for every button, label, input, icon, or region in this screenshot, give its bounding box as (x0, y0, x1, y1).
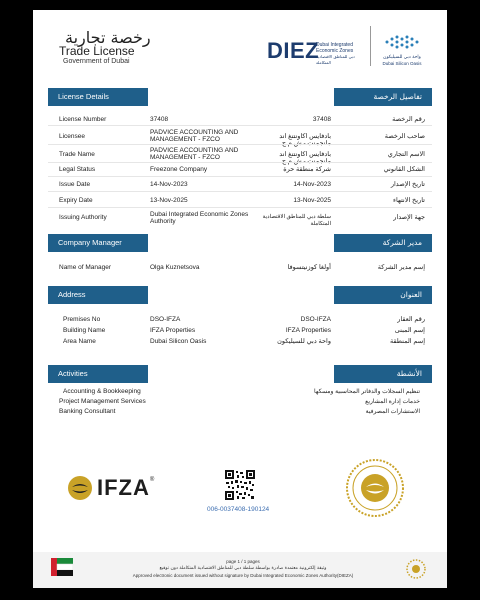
row-divider (48, 162, 432, 163)
manager-label: Name of Manager (59, 264, 112, 271)
page-indicator: page 1 / 1 pages (226, 559, 260, 564)
manager-value: Olga Kuznetsova (150, 264, 200, 271)
section-address: Address (48, 286, 148, 304)
diez-subtitle (316, 42, 366, 66)
row-label-ar: رقم العقار (397, 316, 425, 323)
activity-item: Accounting & Bookkeeping (63, 388, 141, 395)
diez-logo: DIEZ (267, 38, 320, 63)
row-value: IFZA Properties (150, 327, 196, 334)
row-label-ar: إسم المنطقة (390, 338, 425, 345)
row-value: PADVICE ACCOUNTING AND MANAGEMENT - FZCO (150, 129, 239, 143)
row-value-ar: 13-Nov-2025 (293, 197, 331, 204)
row-value-ar: 14-Nov-2023 (293, 181, 331, 188)
dso-name-en: Dubai Silicon Oasis (382, 61, 422, 66)
row-label: Trade Name (59, 151, 95, 158)
row-label: Issue Date (59, 181, 91, 188)
row-label-ar: تاريخ الانتهاء (392, 197, 425, 204)
row-divider (48, 144, 432, 145)
issuer: Government of Dubai (63, 58, 130, 65)
header-divider (370, 26, 371, 66)
footer-note-ar: وثيقة إلكترونية معتمدة صادرة بواسطة سلطة دبي للمناطق الاقتصادية المتكاملة دون توقيع (159, 566, 327, 571)
row-label: Licensee (59, 133, 86, 140)
manager-label-ar: إسم مدير الشركة (377, 264, 425, 271)
row-value-ar: بادفايس اكاونتنغ اند (279, 133, 331, 140)
row-label: Issuing Authority (59, 214, 107, 221)
row-value: Dubai Silicon Oasis (150, 338, 207, 345)
section-address-ar: العنوان (334, 286, 432, 304)
qr-number: 006-0037408-190124 (207, 506, 270, 513)
row-label: Legal Status (59, 166, 96, 173)
footer-note-en: Approved electronic document issued without signature by Dubai Integrated Economic Zones Authority(DIEZA) (132, 573, 354, 578)
row-label-ar: الاسم التجاري (387, 151, 425, 158)
ifza-emblem-icon (67, 475, 93, 501)
row-label-ar: رقم الرخصة (392, 116, 425, 123)
registered-mark: ® (149, 477, 155, 483)
row-label-ar: الشكل القانوني (383, 166, 425, 173)
qr-code-icon (225, 470, 255, 500)
dso-name-ar: واحة دبي للسيليكون (383, 55, 421, 60)
section-company-manager-ar: مدير الشركة (334, 234, 432, 252)
activity-item-ar: تنظيم السجلات والدفاتر المحاسبية ومسكها (314, 389, 420, 395)
section-activities: Activities (48, 365, 148, 383)
row-value-ar: DSO-IFZA (300, 316, 331, 323)
manager-value-ar: أولغا كوزنيتسوفا (287, 264, 331, 271)
row-label: Expiry Date (59, 197, 93, 204)
title-english: Trade License (59, 44, 135, 58)
dso-logo-icon (383, 34, 421, 50)
ifza-wordmark: IFZA (97, 475, 150, 500)
row-value: Freezone Company (150, 166, 208, 173)
row-value-ar: شركة منطقة حرة (283, 166, 331, 173)
section-company-manager: Company Manager (48, 234, 148, 252)
row-value: 14-Nov-2023 (150, 181, 188, 188)
row-value: 13-Nov-2025 (150, 197, 188, 204)
row-value: PADVICE ACCOUNTING AND MANAGEMENT - FZCO (150, 147, 239, 161)
row-label-ar: جهة الإصدار (393, 214, 425, 221)
footer (33, 552, 447, 588)
ifza-seal-icon (345, 458, 405, 518)
row-value-ar: 37408 (312, 116, 331, 123)
section-activities-ar: الأنشطة (334, 365, 432, 383)
row-label: Area Name (63, 338, 96, 345)
title-arabic: رخصة تجارية (65, 28, 151, 47)
row-label: Premises No (63, 316, 101, 323)
row-label-ar: إسم المبنى (394, 327, 425, 334)
diez-subtitle-en: Dubai Integrated Economic Zones (316, 42, 354, 54)
section-license-details-ar: تفاصيل الرخصة (334, 88, 432, 106)
row-value: Dubai Integrated Economic Zones Authority (150, 211, 249, 225)
uae-flag-icon (51, 558, 73, 582)
row-label-ar: تاريخ الإصدار (390, 181, 425, 188)
row-label: Building Name (63, 327, 106, 334)
dso-name (379, 54, 425, 67)
row-divider (48, 207, 432, 208)
activity-item-ar: خدمات إدارة المشاريع (365, 399, 420, 405)
diez-subtitle-ar: دبي للمناطق الاقتصادية المتكاملة (316, 54, 355, 65)
row-divider (48, 176, 432, 177)
ifza-logo (67, 475, 154, 501)
activity-item: Project Management Services (59, 398, 146, 405)
activity-item: Banking Consultant (59, 408, 116, 415)
row-value-ar: IFZA Properties (285, 327, 331, 334)
section-license-details: License Details (48, 88, 148, 106)
row-value-ar: بادفايس اكاونتنغ اند (279, 151, 331, 158)
row-value: 37408 (150, 116, 169, 123)
row-value: DSO-IFZA (150, 316, 181, 323)
row-value-ar: سلطة دبي للمناطق الاقتصادية المتكاملة (262, 214, 331, 227)
row-label-ar: صاحب الرخصة (384, 133, 425, 140)
row-divider (48, 191, 432, 192)
expo-logo-icon (405, 558, 427, 580)
activity-item-ar: الاستشارات المصرفية (365, 409, 420, 415)
license-document (33, 10, 447, 588)
row-divider (48, 125, 432, 126)
row-label: License Number (59, 116, 107, 123)
row-value-ar: واحة دبي للسيليكون (277, 338, 331, 345)
